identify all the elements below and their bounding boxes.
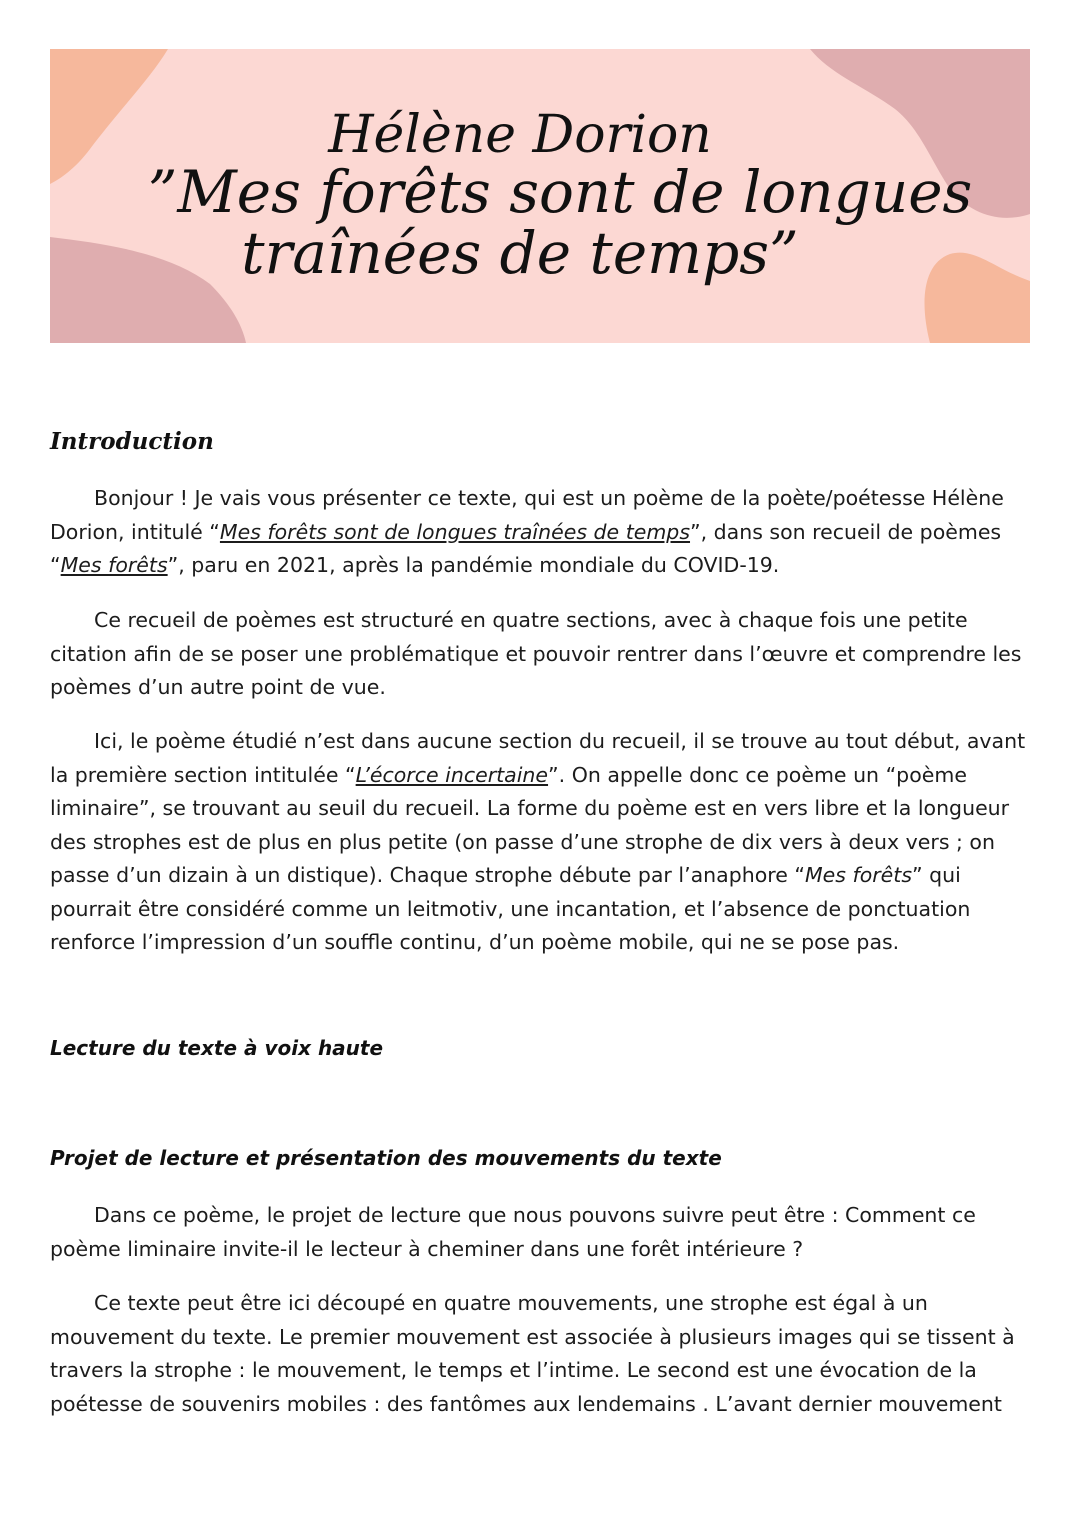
text-run: Ce recueil de poèmes est structuré en quatre sections, avec à chaque fois une petite citation afin de se poser une problématique et pouvoir rentrer dans l’œuvre et comprendre les poèmes d’un autre point de vue. bbox=[50, 608, 1022, 699]
anaphora-quote: Mes forêts bbox=[804, 863, 912, 887]
text-run: ”. On appelle donc ce poème un “poème liminaire”, se trouvant au seuil du recueil. La forme du poème est en vers libre et la longueur des strophes est de plus en plus petite (on passe d’une strophe de dix vers à deux vers ; on passe d’un dizain à un distique). Chaque strophe débute par l’anaphore “ bbox=[50, 762, 1010, 887]
intro-paragraph-1 bbox=[50, 482, 1035, 583]
intro-paragraph-3 bbox=[50, 725, 1035, 960]
banner-title-poem-line2: traînées de temps” bbox=[241, 219, 799, 288]
heading-lecture: Lecture du texte à voix haute bbox=[50, 1036, 384, 1060]
poem-title-reference: Mes forêts sont de longues traînées de temps bbox=[219, 519, 691, 544]
banner-title-poem-line1: ”Mes forêts sont de longues bbox=[147, 158, 973, 227]
projet-paragraph-1 bbox=[50, 1199, 1035, 1266]
text-run: Ce texte peut être ici découpé en quatre mouvements, une strophe est égal à un mouvement du texte. Le premier mouvement est associée à plusieurs images qui se tissent à travers la strophe : le mouvement, le temps et l’intime. Le second est une évocation de la poétesse de souvenirs mobiles : des fantômes aux lendemains . L’avant dernier mouvement bbox=[50, 1291, 1015, 1416]
title-banner bbox=[50, 49, 1030, 343]
banner-title-author: Hélène Dorion bbox=[328, 104, 712, 165]
intro-paragraph-2 bbox=[50, 604, 1035, 705]
text-run: ” qui pourrait être considéré comme un leitmotiv, une incantation, et l’absence de ponctuation renforce l’impression d’un souffle continu, d’un poème mobile, qui ne se pose pas. bbox=[50, 863, 971, 954]
heading-introduction: Introduction bbox=[50, 428, 214, 455]
text-run: ”, dans son recueil de poèmes “ bbox=[50, 519, 1002, 577]
text-run: Ici, le poème étudié n’est dans aucune section du recueil, il se trouve au tout début, avant la première section intitulée “ bbox=[50, 729, 1026, 787]
text-run: Dans ce poème, le projet de lecture que nous pouvons suivre peut être : Comment ce poème liminaire invite-il le lecteur à cheminer dans une forêt intérieure ? bbox=[50, 1203, 976, 1261]
banner-title bbox=[50, 49, 1030, 343]
text-run: Bonjour ! Je vais vous présenter ce texte, qui est un poème de la poète/poétesse Hélène Dorion, intitulé “ bbox=[50, 486, 1004, 544]
projet-paragraph-2 bbox=[50, 1287, 1035, 1421]
section-title-reference: L’écorce incertaine bbox=[355, 762, 549, 787]
collection-title-reference: Mes forêts bbox=[60, 553, 168, 577]
text-run: ”, paru en 2021, après la pandémie mondiale du COVID-19. bbox=[167, 553, 780, 577]
heading-projet: Projet de lecture et présentation des mouvements du texte bbox=[50, 1146, 722, 1170]
